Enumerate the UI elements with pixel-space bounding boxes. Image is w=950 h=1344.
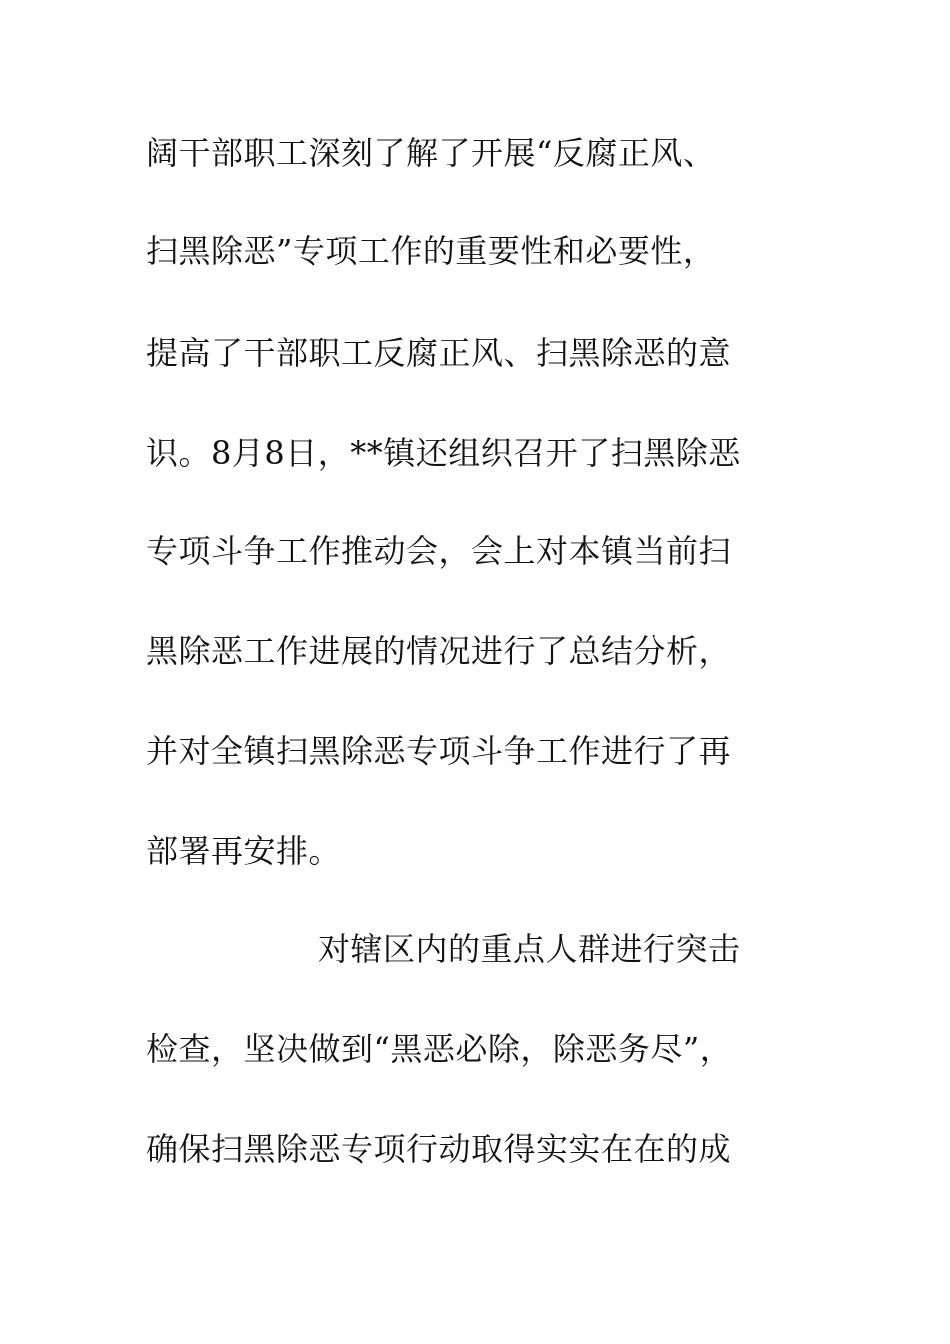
- text-line: 阔干部职工深刻了解了开展“反腐正风、: [146, 134, 716, 172]
- text-line: 扫黑除恶”专项工作的重要性和必要性，: [146, 232, 716, 270]
- text-line: 部署再安排。: [146, 832, 342, 870]
- text-line: 确保扫黑除恶专项行动取得实实在在的成: [146, 1130, 732, 1168]
- paragraph-first-line: 对辖区内的重点人群进行突击: [318, 930, 741, 968]
- text-line: 并对全镇扫黑除恶专项斗争工作进行了再: [146, 732, 732, 770]
- text-line: 专项斗争工作推动会，会上对本镇当前扫: [146, 532, 732, 570]
- text-line: 黑除恶工作进展的情况进行了总结分析，: [146, 632, 732, 670]
- text-line: 检查，坚决做到“黑恶必除，除恶务尽”，: [146, 1030, 733, 1068]
- text-line: 提高了干部职工反腐正风、扫黑除恶的意: [146, 334, 732, 372]
- text-line: 识。8月8日，**镇还组织召开了扫黑除恶: [146, 434, 741, 472]
